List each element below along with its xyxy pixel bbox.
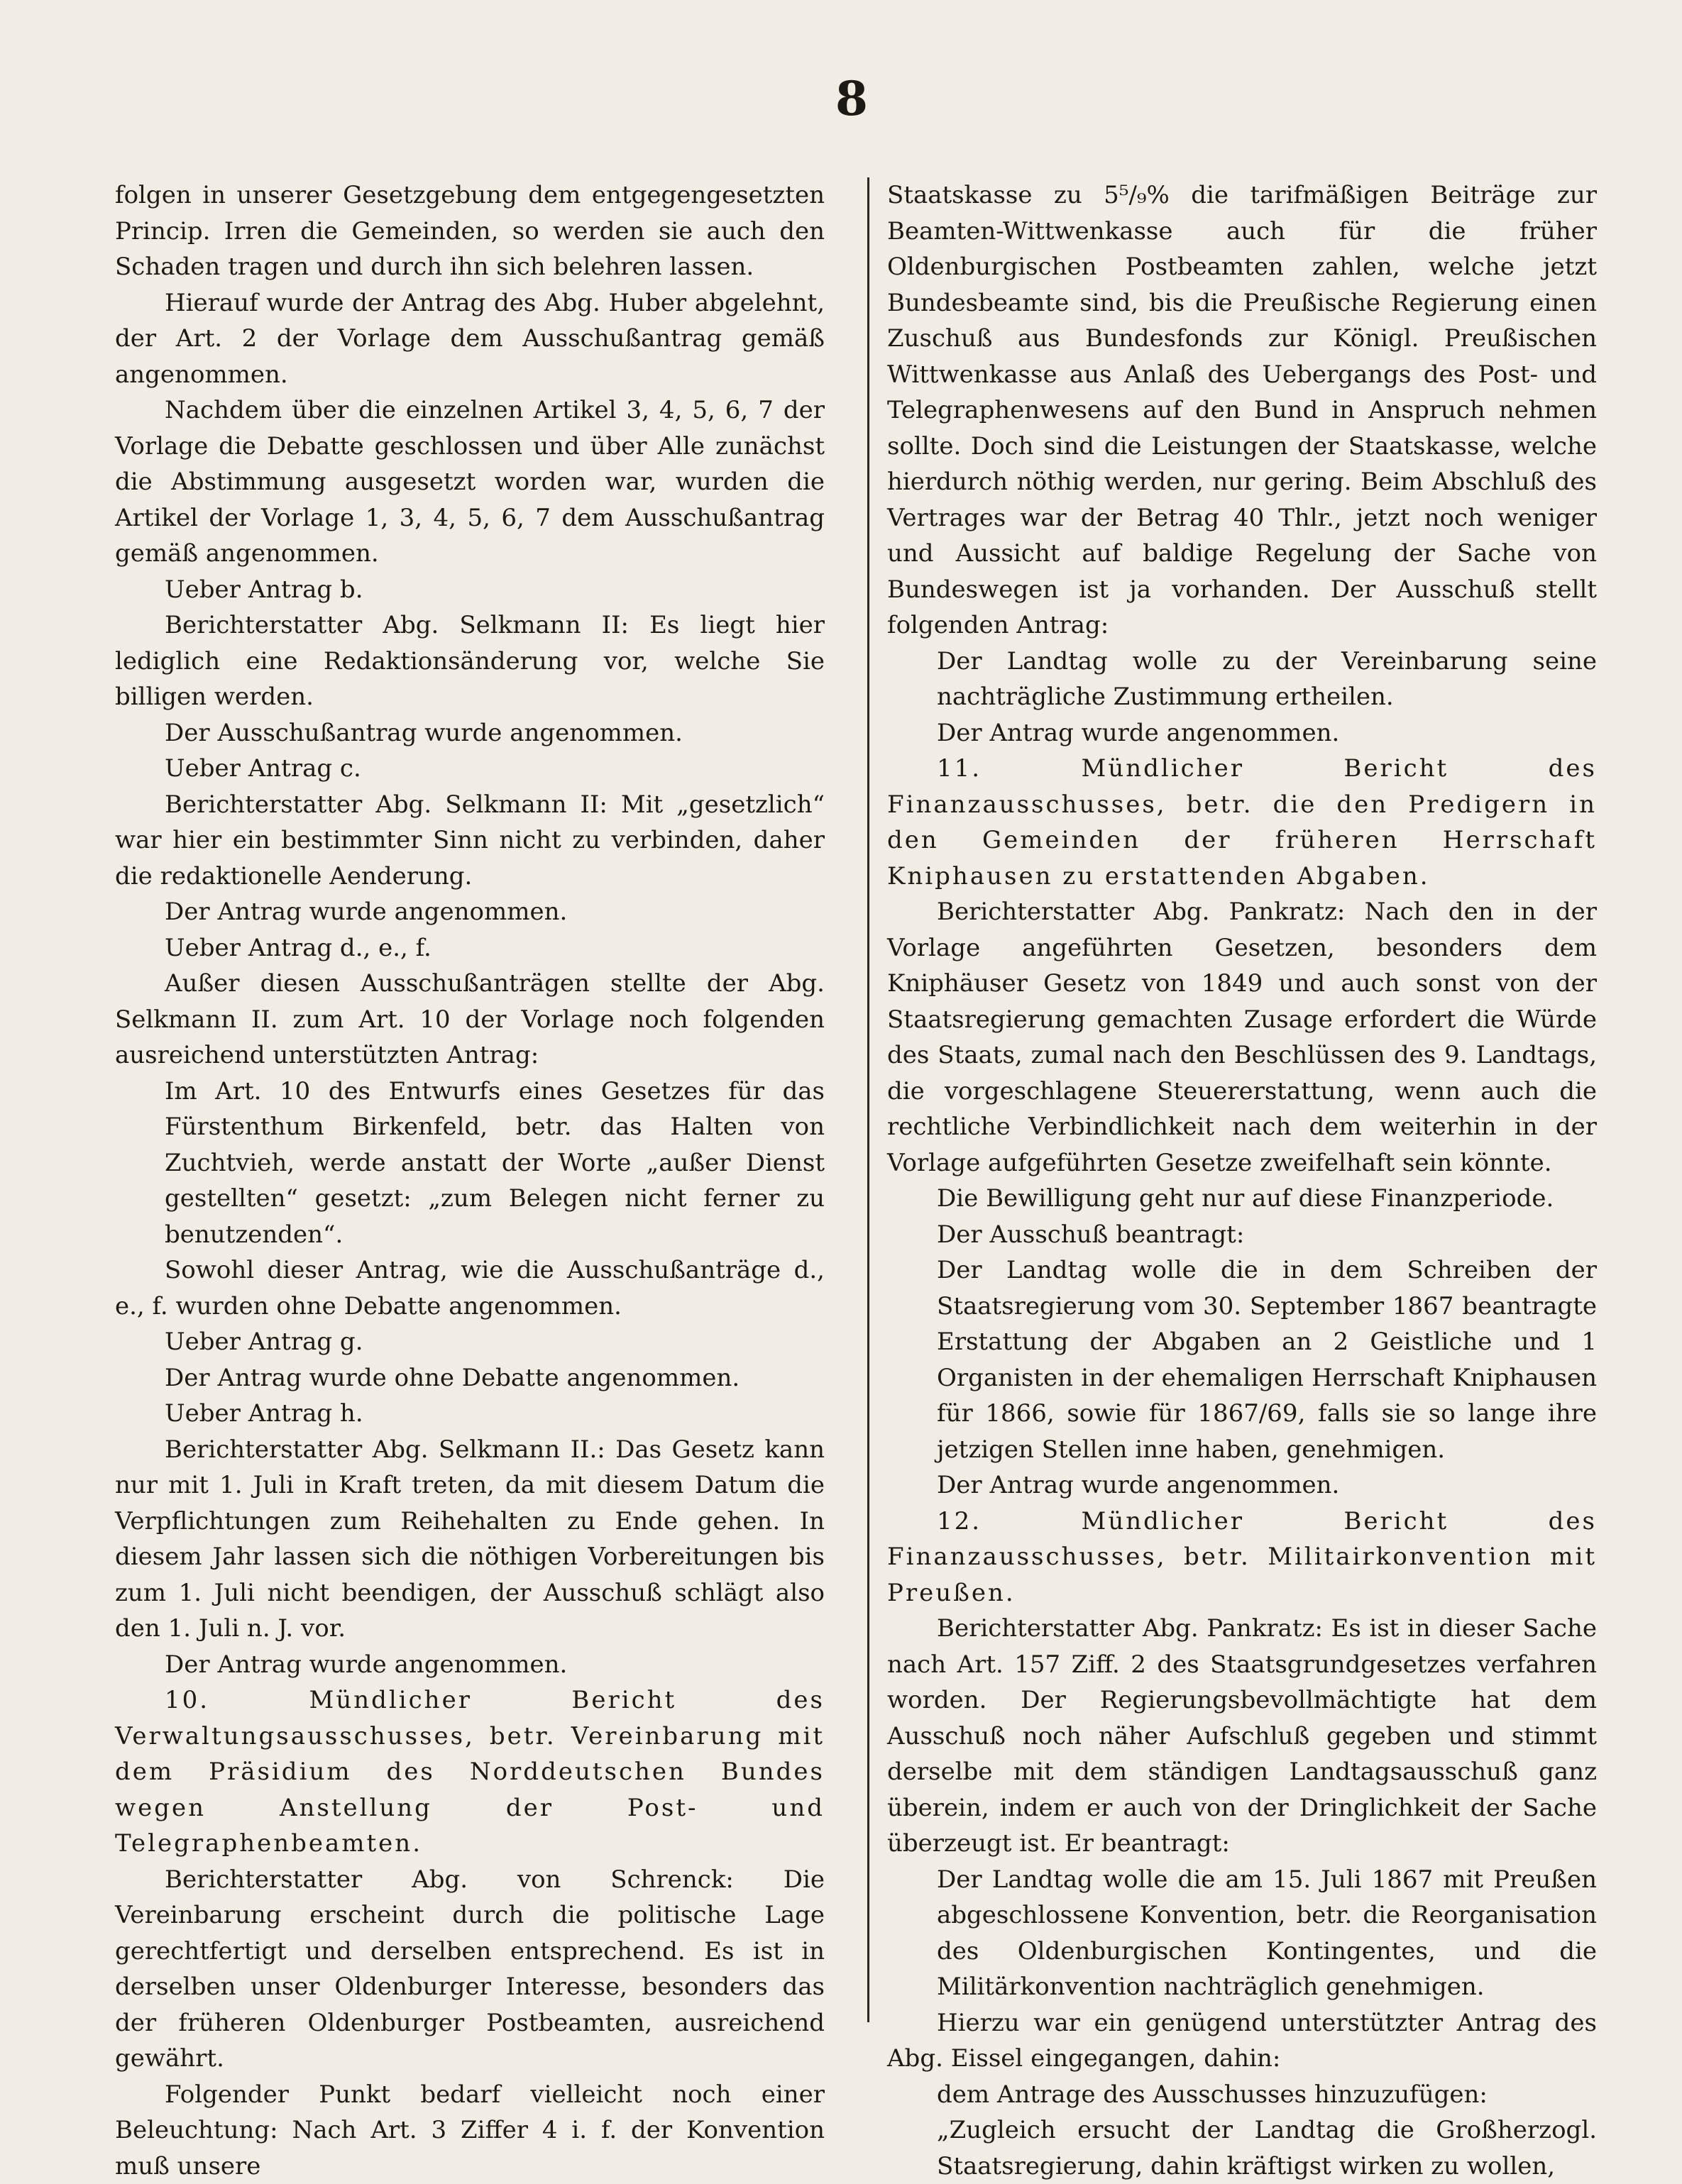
- paragraph: Außer diesen Ausschußanträgen stellte der Abg. Selkmann II. zum Art. 10 der Vorlage noch folgenden ausreichend unterstützten Antrag:: [115, 966, 825, 1074]
- paragraph: Hierauf wurde der Antrag des Abg. Huber abgelehnt, der Art. 2 der Vorlage dem Ausschußantrag gemäß angenommen.: [115, 285, 825, 393]
- paragraph: Sowohl dieser Antrag, wie die Ausschußanträge d., e., f. wurden ohne Debatte angenommen.: [115, 1252, 825, 1324]
- paragraph: folgen in unserer Gesetzgebung dem entgegengesetzten Princip. Irren die Gemeinden, so werden sie auch den Schaden tragen und durch ihn sich belehren lassen.: [115, 177, 825, 285]
- paragraph: dem Antrage des Ausschusses hinzuzufügen:: [887, 2077, 1597, 2113]
- paragraph: Berichterstatter Abg. Pankratz: Nach den in der Vorlage angeführten Gesetzen, besonders dem Kniphäuser Gesetz von 1849 und auch sonst von der Staatsregierung gemachten Zusage erfordert die Würde des Staats, zumal nach den Beschlüssen des 9. Landtags, die vorgeschlagene Steuererstattung, wenn auch die rechtliche Verbindlichkeit nach dem weiterhin in der Vorlage aufgeführten Gesetze zweifelhaft sein könnte.: [887, 894, 1597, 1181]
- paragraph: Der Antrag wurde angenommen.: [887, 1467, 1597, 1504]
- paragraph: Berichterstatter Abg. Selkmann II: Mit „gesetzlich“ war hier ein bestimmter Sinn nicht zu verbinden, daher die redaktionelle Aenderung.: [115, 787, 825, 895]
- paragraph: Ueber Antrag b.: [115, 572, 825, 608]
- paragraph: Der Antrag wurde angenommen.: [115, 894, 825, 930]
- paragraph: Ueber Antrag g.: [115, 1324, 825, 1360]
- paragraph: Der Landtag wolle die in dem Schreiben der Staatsregierung vom 30. September 1867 beantragte Erstattung der Abgaben an 2 Geistliche und 1 Organisten in der ehemaligen Herrschaft Kniphausen für 1866, sowie für 1867/69, falls sie so lange ihre jetzigen Stellen inne haben, genehmigen.: [887, 1252, 1597, 1467]
- paragraph: Der Antrag wurde angenommen.: [887, 715, 1597, 751]
- paragraph: „Zugleich ersucht der Landtag die Großherzogl. Staatsregierung, dahin kräftigst wirken zu wollen,: [887, 2112, 1597, 2184]
- paragraph: Staatskasse zu 5⁵/₉% die tarifmäßigen Beiträge zur Beamten-Wittwenkasse auch für die früher Oldenburgischen Postbeamten zahlen, welche jetzt Bundesbeamte sind, bis die Preußische Regierung einen Zuschuß aus Bundesfonds zur Königl. Preußischen Wittwenkasse aus Anlaß des Uebergangs des Post- und Telegraphenwesens auf den Bund in Anspruch nehmen sollte. Doch sind die Leistungen der Staatskasse, welche hierdurch nöthig werden, nur gering. Beim Abschluß des Vertrages war der Betrag 40 Thlr., jetzt noch weniger und Aussicht auf baldige Regelung der Sache von Bundeswegen ist ja vorhanden. Der Ausschuß stellt folgenden Antrag:: [887, 177, 1597, 644]
- paragraph: Der Landtag wolle zu der Vereinbarung seine nachträgliche Zustimmung ertheilen.: [887, 644, 1597, 715]
- paragraph: Berichterstatter Abg. Selkmann II.: Das Gesetz kann nur mit 1. Juli in Kraft treten, da mit diesem Datum die Verpflichtungen zum Reihehalten zu Ende gehen. In diesem Jahr lassen sich die nöthigen Vorbereitungen bis zum 1. Juli nicht beendigen, der Ausschuß schlägt also den 1. Juli n. J. vor.: [115, 1432, 825, 1647]
- paragraph: Hierzu war ein genügend unterstützter Antrag des Abg. Eissel eingegangen, dahin:: [887, 2005, 1597, 2077]
- paragraph: Der Ausschußantrag wurde angenommen.: [115, 715, 825, 751]
- paragraph: 11. Mündlicher Bericht des Finanzausschusses, betr. die den Predigern in den Gemeinden der früheren Herrschaft Kniphausen zu erstattenden Abgaben.: [887, 751, 1597, 894]
- paragraph: Berichterstatter Abg. Selkmann II: Es liegt hier lediglich eine Redaktionsänderung vor, welche Sie billigen werden.: [115, 607, 825, 715]
- paragraph: Ueber Antrag h.: [115, 1396, 825, 1432]
- paragraph: 12. Mündlicher Bericht des Finanzausschusses, betr. Militairkonvention mit Preußen.: [887, 1504, 1597, 1611]
- paragraph: Nachdem über die einzelnen Artikel 3, 4, 5, 6, 7 der Vorlage die Debatte geschlossen und über Alle zunächst die Abstimmung ausgesetzt worden war, wurden die Artikel der Vorlage 1, 3, 4, 5, 6, 7 dem Ausschußantrag gemäß angenommen.: [115, 392, 825, 572]
- paragraph: Folgender Punkt bedarf vielleicht noch einer Beleuchtung: Nach Art. 3 Ziffer 4 i. f. der Konvention muß unsere: [115, 2077, 825, 2184]
- paragraph: Der Landtag wolle die am 15. Juli 1867 mit Preußen abgeschlossene Konvention, betr. die Reorganisation des Oldenburgischen Kontingentes, und die Militärkonvention nachträglich genehmigen.: [887, 1862, 1597, 2005]
- paragraph: Berichterstatter Abg. Pankratz: Es ist in dieser Sache nach Art. 157 Ziff. 2 des Staatsgrundgesetzes verfahren worden. Der Regierungsbevollmächtigte hat dem Ausschuß noch näher Aufschluß gegeben und stimmt derselbe mit dem ständigen Landtagsausschuß ganz überein, indem er auch von der Dringlichkeit der Sache überzeugt ist. Er beantragt:: [887, 1611, 1597, 1862]
- paragraph: Der Ausschuß beantragt:: [887, 1217, 1597, 1253]
- paragraph: 10. Mündlicher Bericht des Verwaltungsausschusses, betr. Vereinbarung mit dem Präsidium des Norddeutschen Bundes wegen Anstellung der Post- und Telegraphenbeamten.: [115, 1682, 825, 1862]
- paragraph: Ueber Antrag d., e., f.: [115, 930, 825, 966]
- paragraph: Ueber Antrag c.: [115, 751, 825, 787]
- paragraph: Der Antrag wurde ohne Debatte angenommen.: [115, 1360, 825, 1396]
- paragraph: Im Art. 10 des Entwurfs eines Gesetzes für das Fürstenthum Birkenfeld, betr. das Halten von Zuchtvieh, werde anstatt der Worte „außer Dienst gestellten“ gesetzt: „zum Belegen nicht ferner zu benutzenden“.: [115, 1074, 825, 1253]
- paragraph: Der Antrag wurde angenommen.: [115, 1647, 825, 1683]
- paragraph: Die Bewilligung geht nur auf diese Finanzperiode.: [887, 1181, 1597, 1217]
- right-column: [887, 177, 1597, 2184]
- page-number: 8: [830, 71, 873, 126]
- paragraph: Berichterstatter Abg. von Schrenck: Die Vereinbarung erscheint durch die politische Lage gerechtfertigt und derselben entsprechend. Es ist in derselben unser Oldenburger Interesse, besonders das der früheren Oldenburger Postbeamten, ausreichend gewährt.: [115, 1862, 825, 2077]
- column-divider: [867, 177, 869, 2022]
- left-column: [115, 177, 825, 2184]
